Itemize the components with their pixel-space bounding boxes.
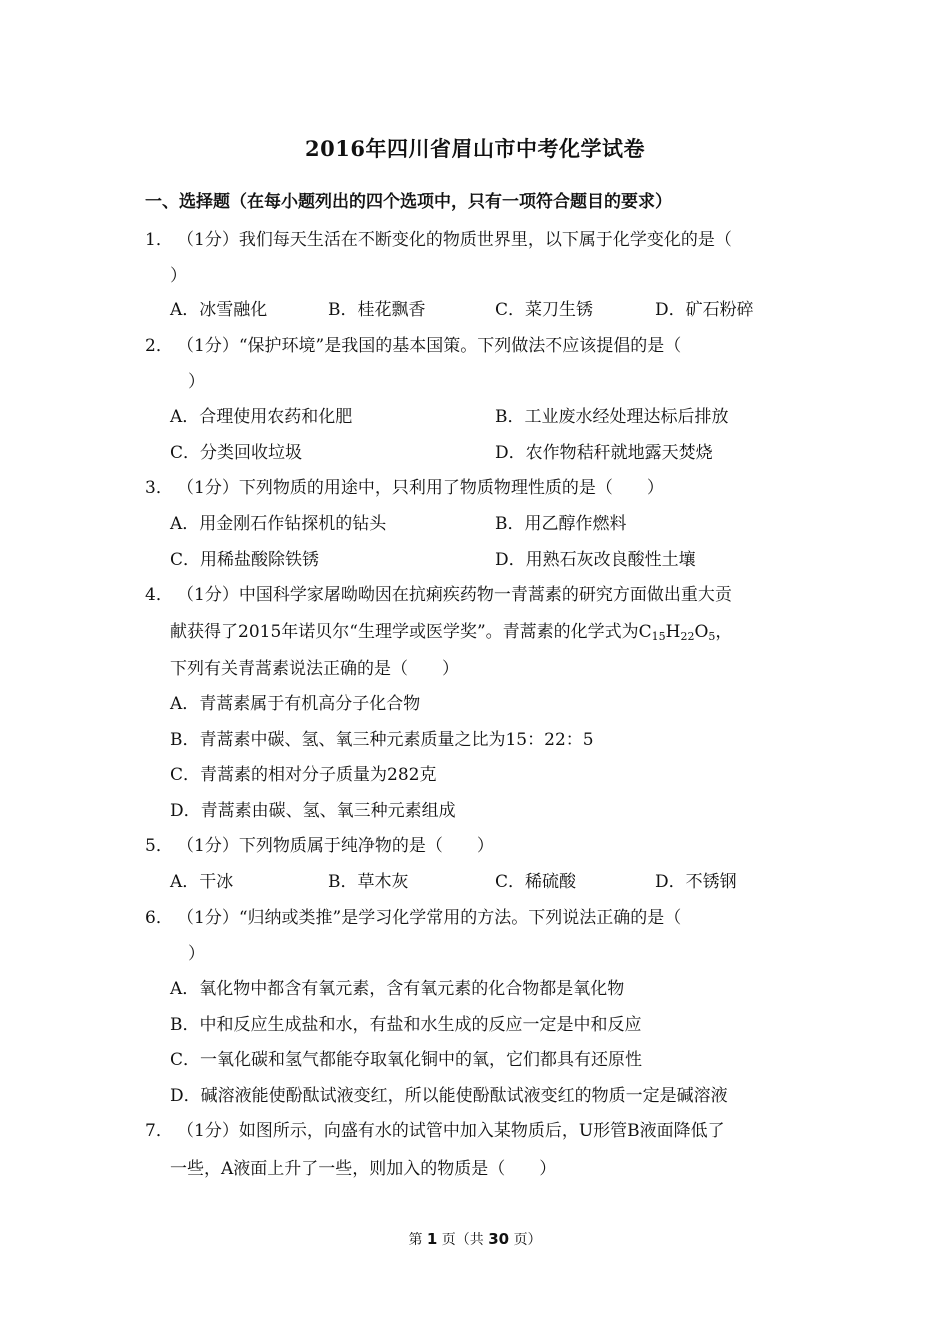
option-a: A．青蒿素属于有机高分子化合物 [170, 694, 421, 714]
option-d: D．碱溶液能使酚酞试液变红，所以能使酚酞试液变红的物质一定是碱溶液 [170, 1086, 728, 1106]
footer-middle: 页（共 [441, 1232, 484, 1248]
option-c: C．青蒿素的相对分子质量为282克 [170, 765, 437, 785]
option-b: B．中和反应生成盐和水，有盐和水生成的反应一定是中和反应 [170, 1015, 642, 1035]
question-text-continued: 一些，A液面上升了一些，则加入的物质是（ ） [170, 1159, 557, 1179]
question-text: （1分）我们每天生活在不断变化的物质世界里，以下属于化学变化的是（ [177, 230, 732, 250]
question-text-continued: ） [188, 944, 205, 964]
subscript: 15 [651, 630, 666, 643]
question-number: 7． [145, 1121, 173, 1141]
question-text: （1分）如图所示，向盛有水的试管中加入某物质后，U形管B液面降低了 [177, 1121, 725, 1141]
page-number: 1 [426, 1230, 438, 1248]
page-title: 2016年四川省眉山市中考化学试卷 [305, 136, 645, 161]
formula-text: H [665, 622, 681, 642]
question-text-continued: ） [188, 372, 205, 392]
question-text: （1分）“保护环境”是我国的基本国策。下列做法不应该提倡的是（ [177, 336, 682, 356]
question-text-continued [170, 617, 732, 643]
option-a: A．干冰 [170, 872, 234, 892]
question-number: 1． [145, 230, 173, 250]
question-number: 5． [145, 836, 173, 856]
option-b: B．草木灰 [328, 872, 409, 892]
question-text: （1分）“归纳或类推”是学习化学常用的方法。下列说法正确的是（ [177, 908, 682, 928]
footer-suffix: 页） [513, 1232, 542, 1248]
question-number: 4． [145, 585, 173, 605]
option-d: D．不锈钢 [655, 872, 737, 892]
question-number: 3． [145, 478, 173, 498]
subscript: 5 [708, 630, 716, 643]
option-c: C．分类回收垃圾 [170, 443, 303, 463]
option-a: A．冰雪融化 [170, 300, 268, 320]
option-d: D．农作物秸秆就地露天焚烧 [495, 443, 713, 463]
question-text: （1分）下列物质的用途中，只利用了物质物理性质的是（ ） [177, 478, 664, 498]
formula-text: ， [715, 622, 733, 642]
total-pages: 30 [488, 1230, 510, 1248]
formula-text: O [694, 622, 709, 642]
option-a: A．用金刚石作钻探机的钻头 [170, 514, 387, 534]
formula-line-text: 献获得了2015年诺贝尔“生理学或医学奖”。青蒿素的化学式为C [170, 622, 652, 642]
page-footer [0, 1229, 950, 1249]
option-c: C．稀硫酸 [495, 872, 577, 892]
option-d: D．青蒿素由碳、氢、氧三种元素组成 [170, 801, 456, 821]
option-b: B．青蒿素中碳、氢、氧三种元素质量之比为15：22：5 [170, 730, 594, 750]
footer-prefix: 第 [408, 1232, 423, 1248]
question-text: （1分）下列物质属于纯净物的是（ ） [177, 836, 494, 856]
question-text-continued: 下列有关青蒿素说法正确的是（ ） [170, 659, 459, 679]
question-number: 2． [145, 336, 173, 356]
option-d: D．用熟石灰改良酸性土壤 [495, 550, 696, 570]
option-c: C．菜刀生锈 [495, 300, 594, 320]
option-d: D．矿石粉碎 [655, 300, 754, 320]
option-c: C．一氧化碳和氢气都能夺取氧化铜中的氧，它们都具有还原性 [170, 1050, 643, 1070]
option-a: A．氧化物中都含有氧元素，含有氧元素的化合物都是氧化物 [170, 979, 625, 999]
option-a: A．合理使用农药和化肥 [170, 407, 353, 427]
subscript: 22 [680, 630, 695, 643]
option-b: B．桂花飘香 [328, 300, 426, 320]
section-heading: 一、选择题（在每小题列出的四个选项中，只有一项符合题目的要求） [145, 192, 672, 212]
question-number: 6． [145, 908, 173, 928]
option-b: B．工业废水经处理达标后排放 [495, 407, 729, 427]
option-b: B．用乙醇作燃料 [495, 514, 627, 534]
question-text-continued: ） [170, 266, 187, 286]
option-c: C．用稀盐酸除铁锈 [170, 550, 320, 570]
question-text: （1分）中国科学家屠呦呦因在抗痢疾药物一青蒿素的研究方面做出重大贡 [177, 585, 732, 605]
